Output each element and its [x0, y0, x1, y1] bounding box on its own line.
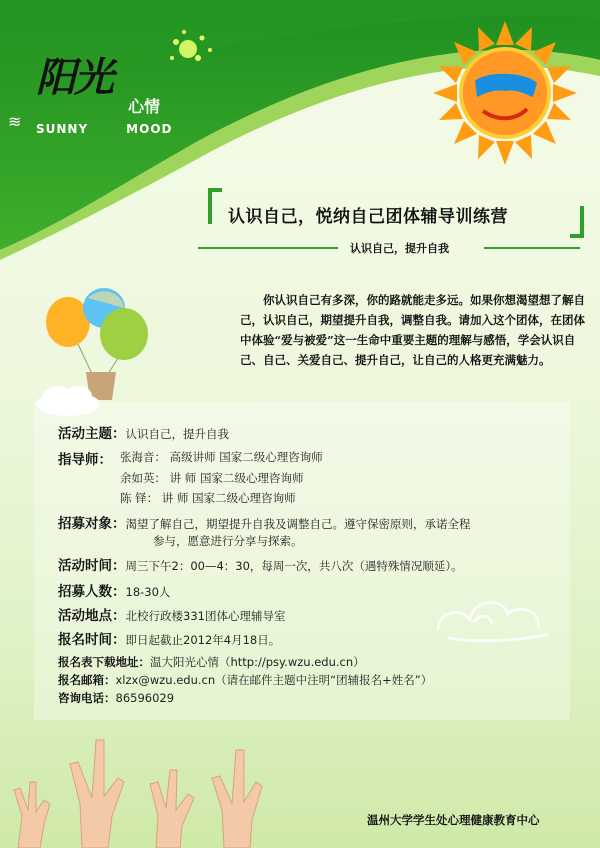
info-phone — [58, 690, 174, 706]
info-count — [58, 580, 170, 600]
hands-illustration — [0, 720, 320, 848]
organizer-footer: 温州大学学生处心理健康教育中心 — [367, 813, 540, 827]
swirl-icon: ≋ — [8, 112, 22, 131]
sparkle-decoration — [158, 24, 218, 74]
logo-english — [36, 122, 172, 136]
title-frame — [208, 186, 584, 236]
time-value: 周三下午2：00—4：30，每周一次，共八次（遇特殊情况顺延）。 — [125, 559, 463, 573]
info-target — [58, 512, 471, 532]
count-value: 18-30人 — [125, 585, 171, 599]
info-place — [58, 604, 285, 624]
teacher-3: 陈 铎： 讲 师 国家二级心理咨询师 — [120, 491, 296, 505]
logo-en-left: SUNNY — [36, 122, 89, 136]
place-value: 北校行政楼331团体心理辅导室 — [125, 609, 286, 623]
page-subtitle: 认识自己，提升自我 — [350, 242, 449, 255]
phone-label: 咨询电话： — [58, 691, 116, 705]
logo-sub-text: 心情 — [128, 97, 161, 116]
info-download — [58, 654, 365, 670]
phone-value: 86596029 — [115, 691, 175, 705]
logo-en-right: MOOD — [126, 122, 173, 136]
page-title: 认识自己，悦纳自己团体辅导训练营 — [228, 207, 508, 227]
logo-main-text: 阳光 — [36, 54, 112, 101]
place-label: 活动地点： — [58, 608, 126, 624]
email-value[interactable]: xlzx@wzu.edu.cn（请在邮件主题中注明“团辅报名+姓名”） — [115, 673, 433, 687]
count-label: 招募人数： — [58, 584, 126, 600]
deadline-label: 报名时间： — [58, 632, 126, 648]
balloons-icon — [28, 288, 158, 420]
target-value-cont: 参与，愿意进行分享与探索。 — [153, 534, 303, 548]
info-theme — [58, 422, 229, 442]
teacher-2: 余如英： 讲 师 国家二级心理咨询师 — [120, 471, 304, 485]
subtitle-line-right — [484, 247, 580, 249]
cloud-decoration — [428, 580, 558, 650]
title-bracket-left — [208, 188, 222, 224]
target-label: 招募对象： — [58, 516, 126, 532]
sun-icon — [430, 18, 580, 168]
info-deadline — [58, 628, 280, 648]
info-mentor — [58, 448, 112, 468]
time-label: 活动时间： — [58, 558, 126, 574]
title-bracket-right — [570, 206, 584, 238]
intro-paragraph: 你认识自己有多深，你的路就能走多远。如果你想渴望想了解自己，认识自己，期望提升自我，调整自我。请加入这个团体，在团体中体验“爱与被爱”这一生命中重要主题的理解与感悟，学会认识自己、自己、关爱自己、提升自己，让自己的人格更充满魅力。 — [240, 293, 585, 367]
theme-value: 认识自己，提升自我 — [125, 427, 229, 441]
download-label: 报名表下载地址： — [58, 655, 150, 669]
deadline-value: 即日起截止2012年4月18日。 — [125, 633, 281, 647]
theme-label: 活动主题： — [58, 426, 126, 442]
teacher-1: 张海音： 高级讲师 国家二级心理咨询师 — [120, 450, 323, 464]
target-value: 渴望了解自己，期望提升自我及调整自己。遵守保密原则，承诺全程 — [125, 517, 471, 531]
subtitle-line-left — [198, 247, 338, 249]
download-value[interactable]: 温大阳光心情（http://psy.wzu.edu.cn） — [150, 655, 365, 669]
info-time — [58, 554, 463, 574]
mentor-label: 指导师： — [58, 452, 112, 468]
email-label: 报名邮箱： — [58, 673, 116, 687]
info-email — [58, 672, 432, 688]
